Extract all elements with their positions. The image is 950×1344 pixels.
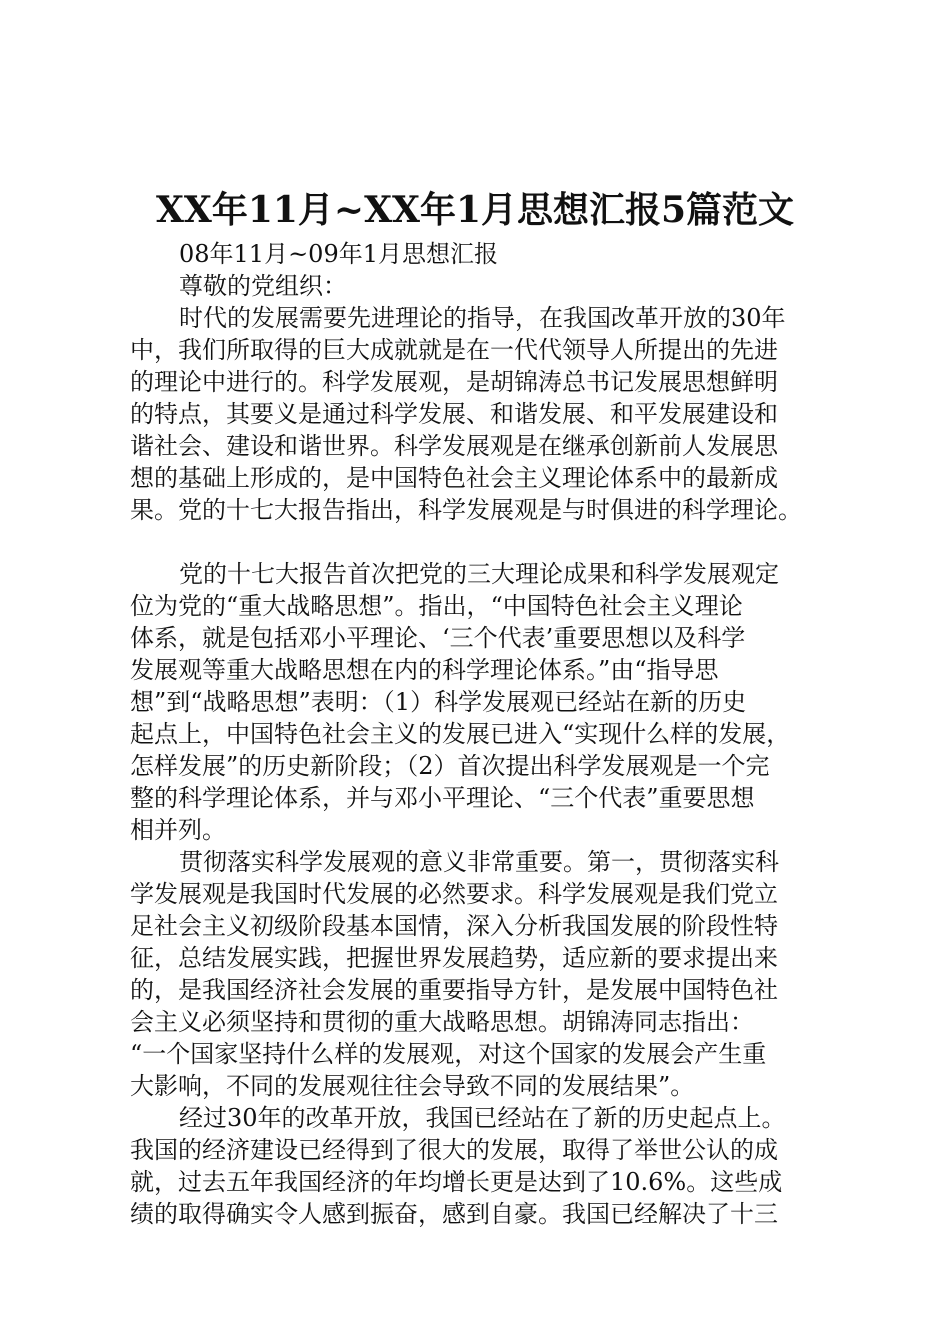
text-line: 谐社会、建设和谐世界。科学发展观是在继承创新前人发展思 [130,432,778,460]
document-body [130,238,835,1230]
text-line: 果。党的十七大报告指出，科学发展观是与时俱进的科学理论。 [130,496,802,524]
text-line: 08年11月~09年1月思想汇报 [179,240,498,268]
text-line: 怎样发展”的历史新阶段；（2）首次提出科学发展观是一个完 [130,752,770,780]
text-line: 大影响，不同的发展观往往会导致不同的发展结果”。 [130,1072,695,1100]
text-line: 绩的取得确实令人感到振奋，感到自豪。我国已经解决了十三 [130,1200,778,1228]
text-line: 相并列。 [130,816,226,844]
text-line: 位为党的“重大战略思想”。指出，“中国特色社会主义理论 [130,592,743,620]
text-line: 时代的发展需要先进理论的指导，在我国改革开放的30年 [179,304,786,332]
text-line: 发展观等重大战略思想在内的科学理论体系。”由“指导思 [130,656,719,684]
text-line: 想的基础上形成的，是中国特色社会主义理论体系中的最新成 [130,464,778,492]
blank-line [130,526,835,558]
text-line: 想”到“战略思想”表明：（1）科学发展观已经站在新的历史 [130,688,747,716]
text-line: 党的十七大报告首次把党的三大理论成果和科学发展观定 [179,560,779,588]
text-line: 的特点，其要义是通过科学发展、和谐发展、和平发展建设和 [130,400,778,428]
text-line: 贯彻落实科学发展观的意义非常重要。第一，贯彻落实科 [179,848,779,876]
text-line: 经过30年的改革开放，我国已经站在了新的历史起点上。 [179,1104,786,1132]
text-line: 整的科学理论体系，并与邓小平理论、“三个代表”重要思想 [130,784,755,812]
document-title: XX年11月~XX年1月思想汇报5篇范文 [155,189,795,231]
text-line: 起点上，中国特色社会主义的发展已进入“实现什么样的发展， [130,720,791,748]
text-line: 我国的经济建设已经得到了很大的发展，取得了举世公认的成 [130,1136,778,1164]
text-line: 就，过去五年我国经济的年均增长更是达到了10.6%。这些成 [130,1168,783,1196]
text-line: 征，总结发展实践，把握世界发展趋势，适应新的要求提出来 [130,944,778,972]
text-line: 足社会主义初级阶段基本国情，深入分析我国发展的阶段性特 [130,912,778,940]
text-line: “一个国家坚持什么样的发展观，对这个国家的发展会产生重 [130,1040,767,1068]
text-line: 的，是我国经济社会发展的重要指导方针，是发展中国特色社 [130,976,778,1004]
text-line: 体系，就是包括邓小平理论、‘三个代表’重要思想以及科学 [130,624,746,652]
text-line: 尊敬的党组织： [179,272,347,300]
text-line: 学发展观是我国时代发展的必然要求。科学发展观是我们党立 [130,880,778,908]
text-line: 中，我们所取得的巨大成就就是在一代代领导人所提出的先进 [130,336,778,364]
text-line: 会主义必须坚持和贯彻的重大战略思想。胡锦涛同志指出： [130,1008,754,1036]
text-line: 的理论中进行的。科学发展观，是胡锦涛总书记发展思想鲜明 [130,368,778,396]
